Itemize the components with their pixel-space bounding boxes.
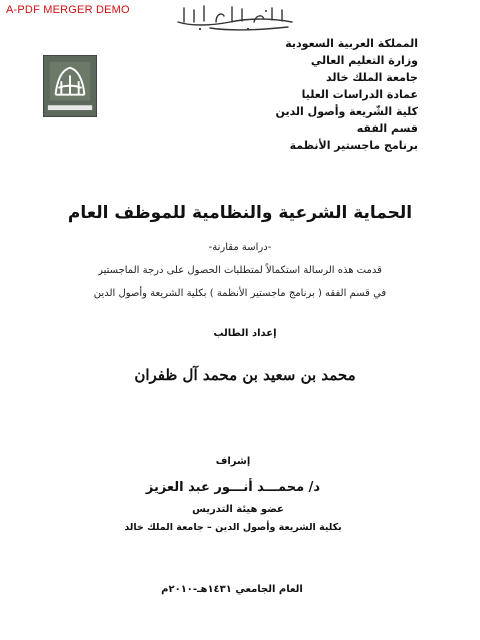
thesis-title: الحماية الشرعية والنظامية للموظف العام [67,203,413,223]
institution-line-deanship: عمادة الدراسات العليا [301,88,418,101]
supervisor-affiliation: بكلية الشريعة وأصول الدين – جامعة الملك خالد [124,522,342,533]
supervisor-role: عضو هيئة التدريس [192,504,284,515]
institution-line-ministry: وزارة التعليم العالي [310,54,418,67]
author-label: إعداد الطالب [213,328,277,339]
institution-line-program: برنامج ماجستير الأنظمة [289,139,418,152]
thesis-description-line-1: قدمت هذه الرسالة استكمالاً لمتطلبات الحصول على درجة الماجستير [98,265,382,276]
institution-block [218,35,418,154]
author-name: محمد بن سعيد بن محمد آل ظفران [134,366,356,384]
thesis-description-line-2: في قسم الفقه ( برنامج ماجستير الأنظمة ) بكلية الشريعة وأصول الدين [93,288,387,299]
academic-year: العام الجامعي ١٤٣١هـ-٢٠١٠م [161,584,303,595]
institution-line-country: المملكة العربية السعودية [285,37,418,50]
supervision-label: إشراف [215,456,251,467]
watermark-text: A-PDF MERGER DEMO [6,4,130,16]
institution-line-department: قسم الفقه [356,122,418,135]
thesis-subtitle: -دراسة مقارنة- [208,242,272,253]
institution-line-college: كلية الشّريعة وأصول الدين [275,105,418,118]
institution-line-university: جامعة الملك خالد [326,71,418,84]
king-khalid-university-logo-icon [43,55,97,117]
basmala-calligraphy-icon [170,0,300,32]
supervisor-name: د/ محمـــد أنـــور عبد العزيز [145,480,321,495]
